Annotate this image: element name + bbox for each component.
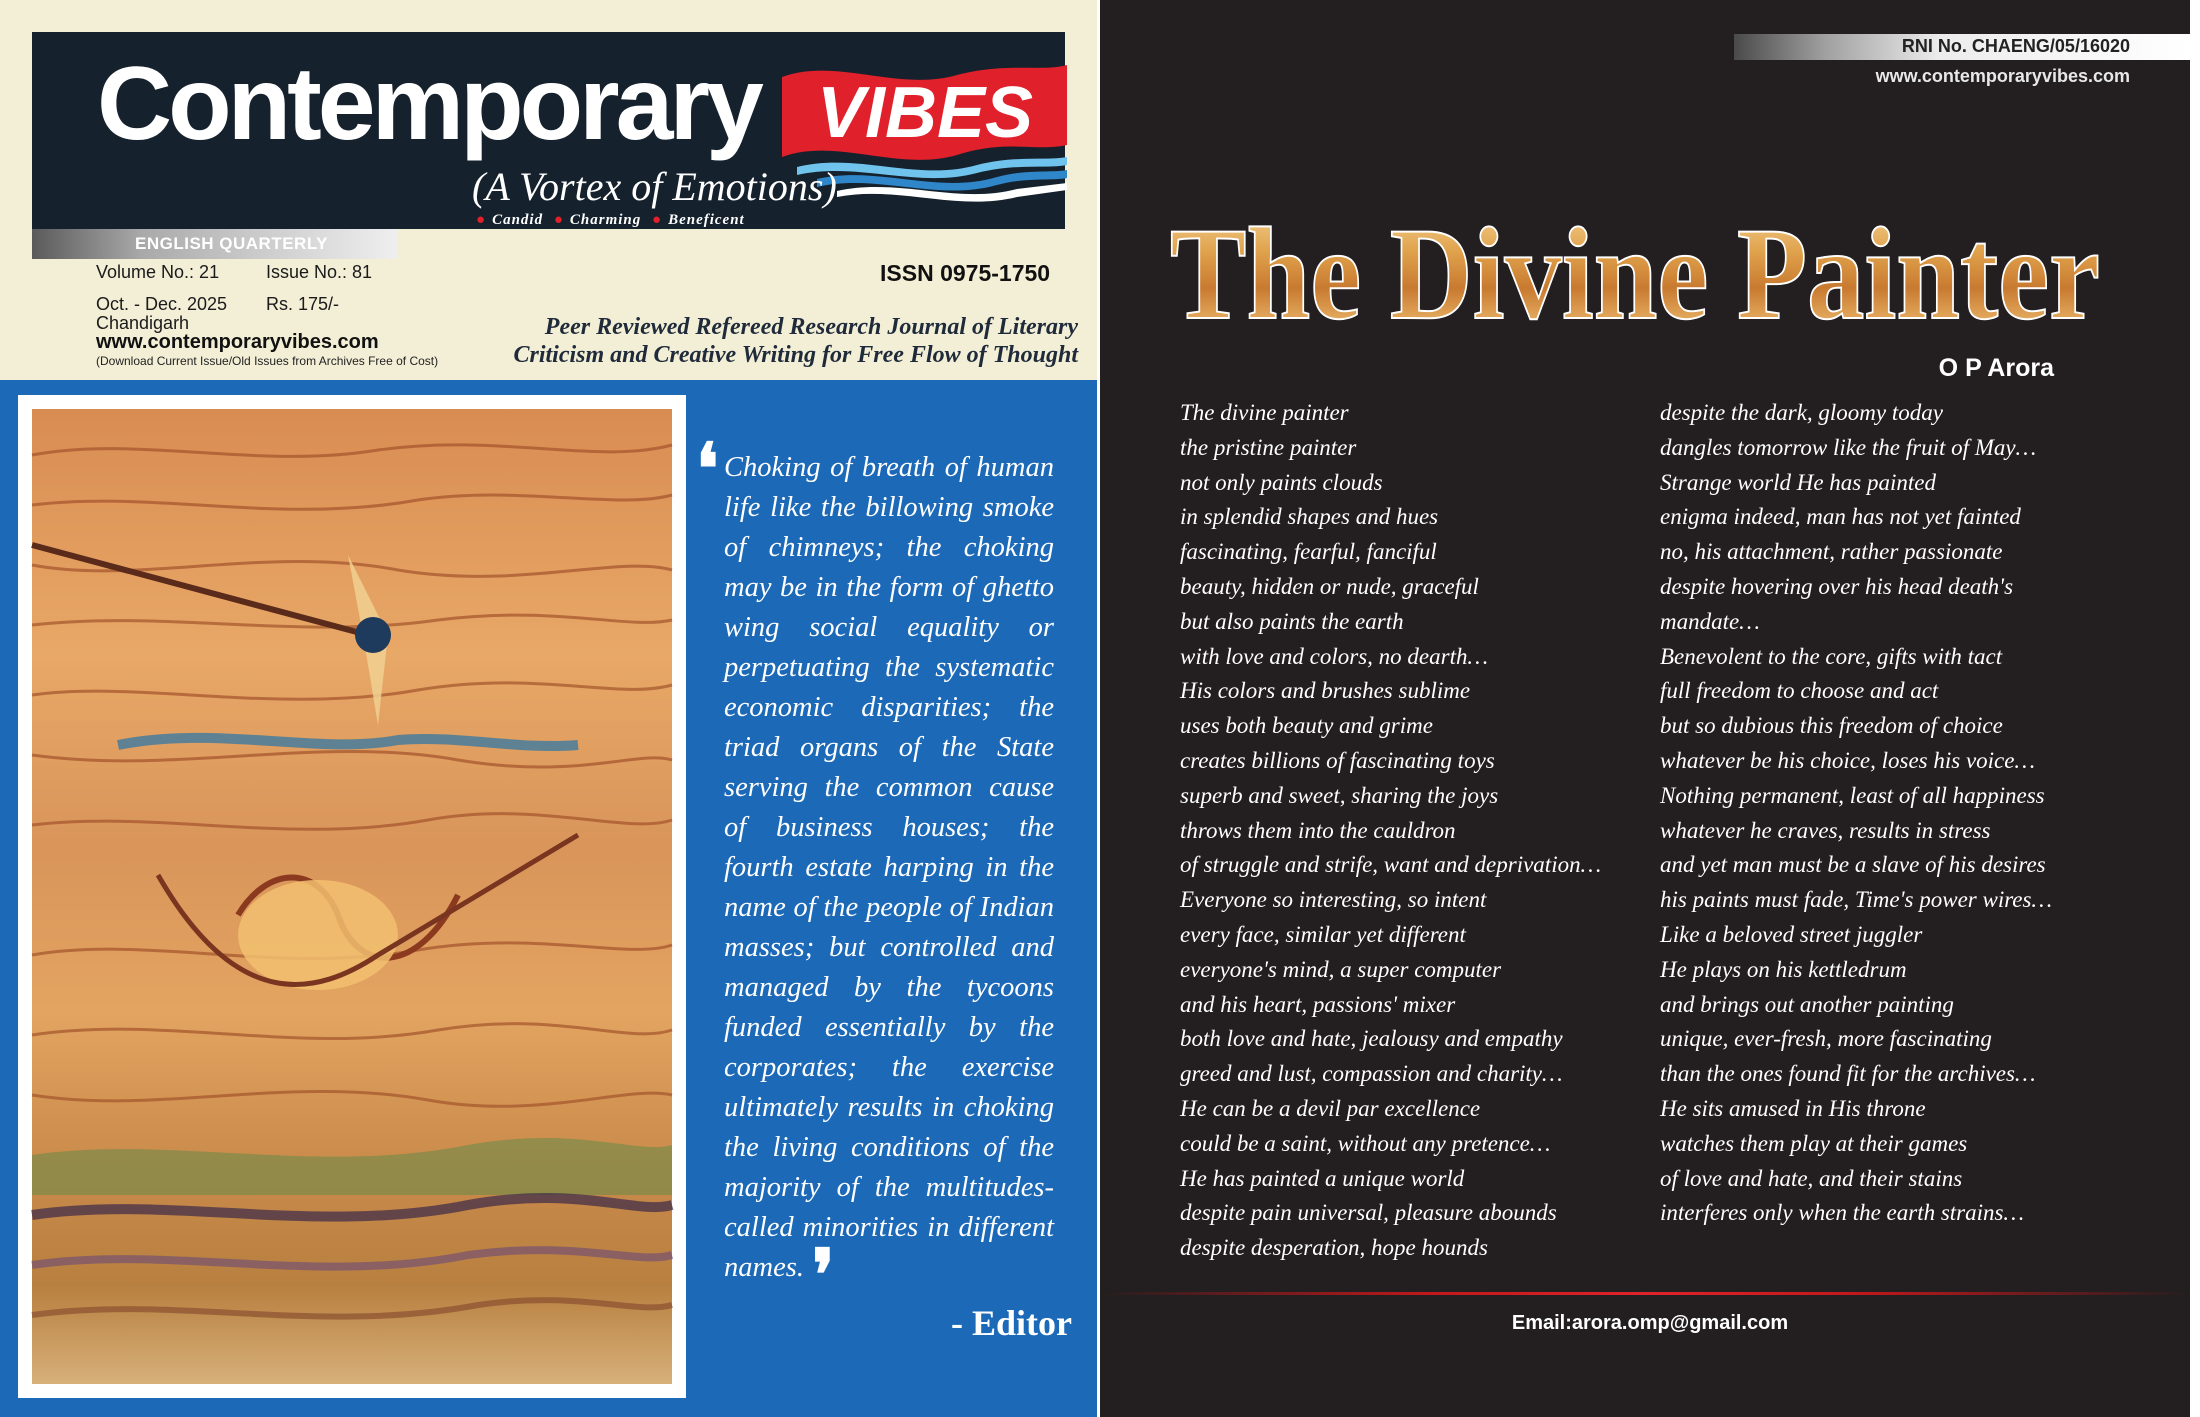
poem-line: He plays on his kettledrum (1660, 956, 1907, 982)
journal-website[interactable]: www.contemporaryvibes.com (96, 331, 379, 353)
poem-line: the pristine painter (1180, 434, 1357, 460)
poem-line: despite pain universal, pleasure abounds (1180, 1200, 1557, 1226)
rni-number: RNI No. CHAENG/05/16020 (1901, 36, 2130, 56)
poem-line: in splendid shapes and hues (1180, 504, 1439, 530)
poem-line: dangles tomorrow like the fruit of May… (1660, 434, 2037, 460)
poem-line: and brings out another painting (1660, 991, 1954, 1017)
close-quote-icon: ❜ (812, 1238, 835, 1315)
issue-city: Chandigarh (96, 313, 190, 333)
poem-line: He has painted a unique world (1180, 1165, 1465, 1191)
poem-line: with love and colors, no dearth… (1180, 643, 1488, 669)
tagline-item: Charming (569, 212, 642, 228)
peer-line-1: Peer Reviewed Refereed Research Journal of Literary (544, 314, 1078, 340)
poem-line: could be a saint, without any pretence… (1180, 1130, 1551, 1156)
download-note: (Download Current Issue/Old Issues from Archives Free of Cost) (96, 354, 439, 368)
poem-line: interferes only when the earth strains… (1660, 1200, 2024, 1226)
poem-line: fascinating, fearful, fanciful (1180, 539, 1437, 565)
editor-signature: - Editor (951, 1303, 1072, 1343)
poem-page-website[interactable]: www.contemporaryvibes.com (1875, 66, 2130, 86)
poem-line: greed and lust, compassion and charity… (1180, 1061, 1563, 1087)
author-email[interactable]: Email:arora.omp@gmail.com (1511, 1312, 1789, 1334)
poem-line: Like a beloved street juggler (1660, 921, 1923, 947)
peer-review-statement (470, 313, 1078, 369)
poem-line: of love and hate, and their stains (1660, 1165, 1963, 1191)
tagline-item: Beneficent (668, 212, 745, 228)
poem-column-right (1660, 396, 2052, 1231)
red-divider (1100, 1292, 2190, 1295)
poem-line: both love and hate, jealousy and empathy (1180, 1026, 1563, 1052)
poem-line: and his heart, passions' mixer (1180, 991, 1456, 1017)
masthead-subtitle: (A Vortex of Emotions) (472, 164, 837, 209)
poem-line: whatever he craves, results in stress (1660, 817, 1991, 843)
poem-line: unique, ever-fresh, more fascinating (1660, 1026, 1992, 1052)
issue-period: Oct. - Dec. 2025 (96, 294, 228, 314)
logo-text: Contemporary (97, 46, 760, 162)
poem-line: not only paints clouds (1180, 469, 1383, 495)
open-quote-icon: ❛ (696, 432, 719, 509)
poem-line: Everyone so interesting, so intent (1180, 887, 1487, 913)
poem-line: He can be a devil par excellence (1180, 1095, 1481, 1121)
poem-line: full freedom to choose and act (1660, 678, 1939, 704)
poem-line: His colors and brushes sublime (1180, 678, 1471, 704)
poem-line: and yet man must be a slave of his desires (1660, 852, 2046, 878)
editorial-quote: Choking of breath of human life like the billowing smoke of chimneys; the choking may be in the form of ghetto wing social equality or perpetuating the systematic economic disparities; the triad organs of the State serving the common cause of business houses; the fourth estate harping in the name of the people of Indian masses; but controlled and managed by the tycoons funded essentially by the corporates; the exercise ultimately results in choking the living conditions of the majority of the multitudes- called minorities in different names. (724, 452, 1054, 1283)
poem-line: He sits amused in His throne (1660, 1095, 1926, 1121)
issue-number: Issue No.: 81 (266, 262, 373, 282)
tagline-item: Candid (492, 212, 544, 228)
poem-line: enigma indeed, man has not yet fainted (1660, 504, 2021, 530)
poem-line: everyone's mind, a super computer (1180, 956, 1502, 982)
poem-line: Nothing permanent, least of all happiness (1660, 782, 2045, 808)
poem-line: every face, similar yet different (1180, 921, 1466, 947)
poem-title (1160, 190, 2110, 350)
peer-line-2: Criticism and Creative Writing for Free Flow of Thought (513, 342, 1078, 368)
poem-column-left (1180, 396, 1601, 1266)
poem-line: no, his attachment, rather passionate (1660, 539, 2003, 565)
poem-line: creates billions of fascinating toys (1180, 747, 1495, 773)
poem-line: whatever be his choice, loses his voice… (1660, 747, 2035, 773)
issn-number: ISSN 0975-1750 (880, 260, 1051, 286)
poem-author: O P Arora (1938, 354, 2054, 382)
poem-line: of struggle and strife, want and deprivation… (1180, 852, 1602, 878)
masthead (32, 32, 1065, 229)
poem-line: throws them into the cauldron (1180, 817, 1456, 843)
poem-title-text: The Divine Painter (1170, 200, 2100, 347)
painting-artwork (18, 395, 686, 1398)
poem-line: beauty, hidden or nude, graceful (1180, 573, 1479, 599)
poem-line: despite desperation, hope hounds (1180, 1235, 1488, 1261)
poem-line: Strange world He has painted (1660, 469, 1936, 495)
poem-line: despite the dark, gloomy today (1660, 400, 1943, 425)
poem-line: his paints must fade, Time's power wires… (1660, 887, 2052, 913)
poem-line: watches them play at their games (1660, 1130, 1968, 1156)
poem-line: uses both beauty and grime (1180, 713, 1433, 739)
poem-line: but so dubious this freedom of choice (1660, 713, 2003, 739)
poem-line: despite hovering over his head death's (1660, 573, 2014, 599)
poem-line: than the ones found fit for the archives… (1660, 1061, 2036, 1087)
poem-line: but also paints the earth (1180, 608, 1404, 634)
cover-page (0, 0, 1097, 1417)
poem-line: superb and sweet, sharing the joys (1180, 782, 1499, 808)
poem-line: Benevolent to the core, gifts with tact (1660, 643, 2003, 669)
poem-line: mandate… (1660, 608, 1760, 634)
cover-painting (18, 395, 686, 1398)
vibes-text: VIBES (816, 73, 1034, 153)
volume-number: Volume No.: 21 (96, 262, 220, 282)
issue-price: Rs. 175/- (266, 294, 340, 314)
poem-line: The divine painter (1180, 400, 1349, 425)
frequency-label: ENGLISH QUARTERLY (135, 234, 329, 253)
masthead-taglines: ● Candid ● Charming ● Beneficent (476, 212, 745, 228)
